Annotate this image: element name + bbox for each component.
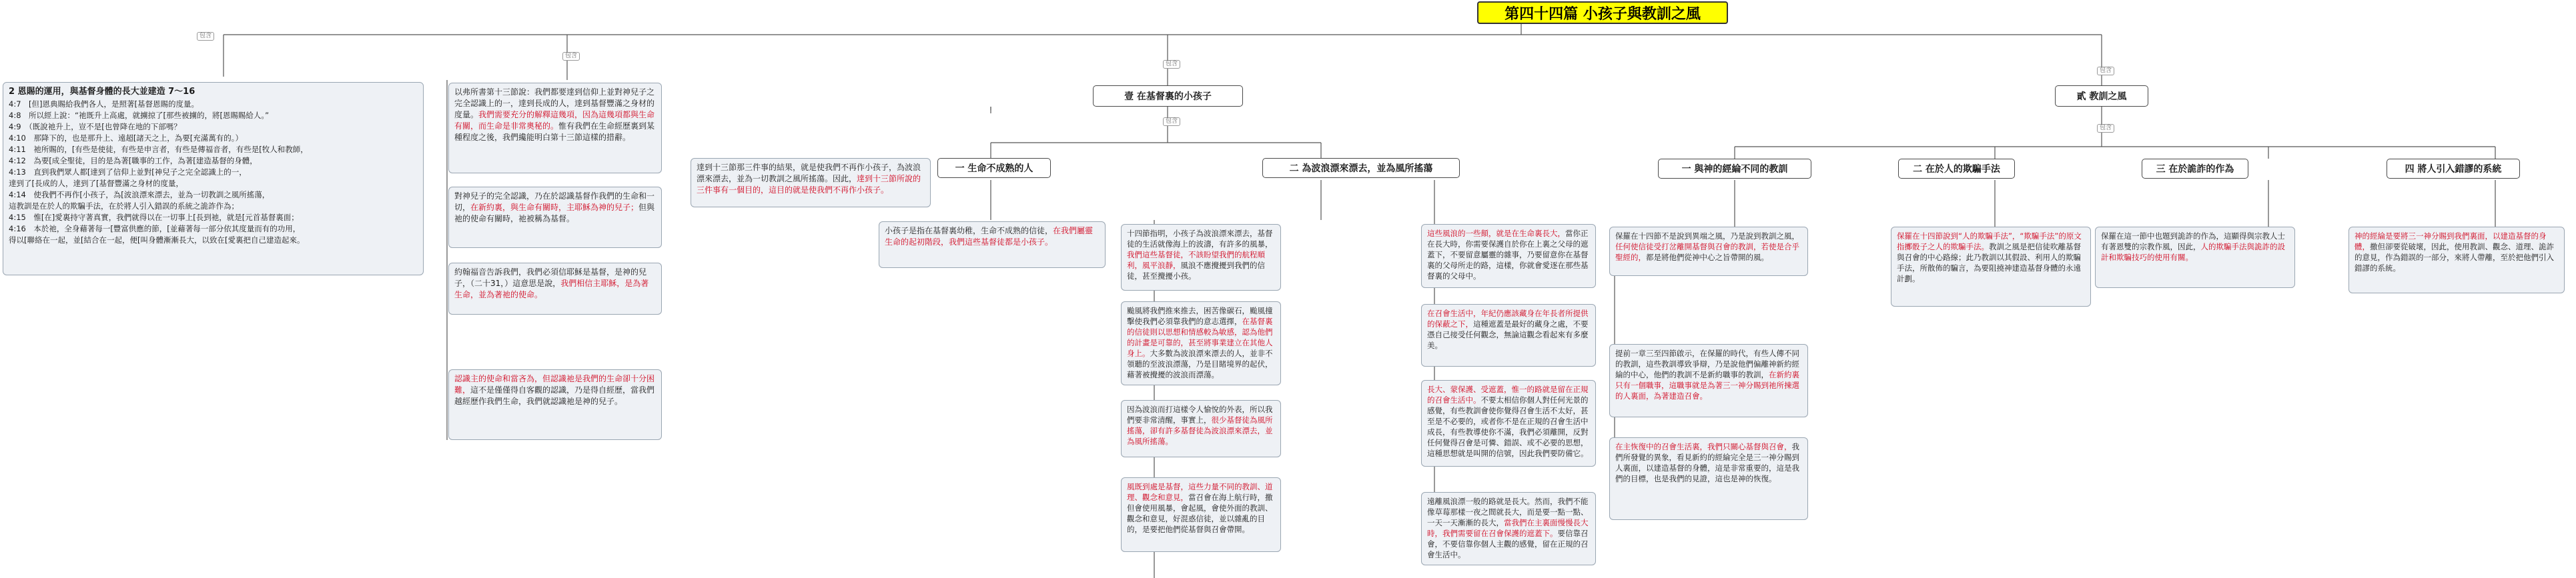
branch2-topic[interactable] xyxy=(2055,85,2148,107)
branch2-sub3-note[interactable] xyxy=(2095,227,2295,288)
verse-line: 這教訓是在於人的欺騙手法，在於將人引入錯誤的系統之詭詐作為； xyxy=(9,201,239,211)
verse-line: 4:14 使我們不再作[小孩子，為[波浪漂來漂去，並為一切教訓之風所搖蕩， xyxy=(9,190,270,199)
sub2-note[interactable] xyxy=(1121,301,1281,385)
note-highlight: 人的欺騙手法與詭詐的設計和欺騙技巧的使用有關。 xyxy=(2101,242,2285,262)
verse-line: 達到了[長成的人，達到了[基督豐滿之身材的度量， xyxy=(9,179,183,188)
note-text: 撒但卻要從破壞，因此，使用教訓、觀念、道理、詭詐的意見，作為錯誤的一部分，來將人帶離，至於把他們引入錯謬的系統。 xyxy=(2354,242,2554,273)
growth-note[interactable] xyxy=(1421,492,1596,565)
note-highlight: 認識主的使命和當吝為，但認識祂是我們的生命卻十分困難， xyxy=(454,374,655,395)
connector-label: 包含 xyxy=(562,52,580,61)
note-text: 要信靠召會，不要信靠你個人主觀的感覺，留在正規的召會生活中。 xyxy=(1427,529,1589,559)
intro-note[interactable] xyxy=(448,187,662,248)
note-text: 保羅在十四節不是說到異端之風，乃是說到教訓之風， xyxy=(1615,231,1799,241)
note-text: 風浪不應攪擾到我們的信徒，甚至攪擾小孩。 xyxy=(1127,261,1265,281)
connector-label: 包含 xyxy=(2097,124,2114,133)
connector-label: 包含 xyxy=(2097,67,2114,75)
note-highlight: 我們這些基督徒，不該盼望我們的航程順利，風平浪靜， xyxy=(1127,250,1265,270)
root-title: 第四十四篇 小孩子與教訓之風 xyxy=(1505,5,1701,23)
branch2-sub-title: 三 在於詭詐的作為 xyxy=(2156,164,2234,175)
branch2-sub2-note[interactable] xyxy=(1891,227,2091,307)
note-highlight: 當我們在主裏面慢慢長大時，我們需要留在召會保護的遮蓋下。 xyxy=(1427,518,1589,538)
intro-note[interactable] xyxy=(448,83,662,173)
note-highlight: 長大、蒙保護、受遮蓋，惟一的路就是留在正規的召會生活中。 xyxy=(1427,385,1589,405)
verse-line: 4:9 （既說祂升上，豈不是[也曾降在地的下部嗎？ xyxy=(9,122,181,131)
growth-note[interactable] xyxy=(1421,380,1596,467)
verse-line: 4:16 本於祂，全身藉著每一[豐富供應的節，[並藉著每一部分依其度量而有的功用， xyxy=(9,224,301,233)
verse-line: 得以[聯絡在一起，並[結合在一起，便[叫身體漸漸長大，以致在[愛裏把自己建造起來。 xyxy=(9,235,305,245)
note-highlight: 在我們屬靈生命的起初階段，我們這些基督徒都是小孩子。 xyxy=(885,226,1094,247)
note-text: 提前一章三至四節啟示，在保羅的時代，有些人傳不同的教訓，這些教訓導致爭辯，乃是說他們偏離神新約經綸的中心，他們的教訓不是新約職事的教訓， xyxy=(1615,349,1799,379)
note-text: 以弗所書第十三節說：我們都要達到信仰上並對神兒子之完全認識上的一，達到長成的人，達到基督豐滿之身材的度量。 xyxy=(454,87,655,119)
intro-note[interactable] xyxy=(448,263,662,315)
verse-line: 4:7 [但]恩典賜給我們各人，是照著[基督恩賜的度量。 xyxy=(9,99,199,109)
branch2-sub3[interactable] xyxy=(2142,159,2248,179)
verse-box[interactable] xyxy=(3,82,424,275)
note-text: 大多數為波浪漂來漂去的人，並非不領聽的至波浪漂蕩，乃是目睹境界的起伏，藉著被攪擾的波浪而漂蕩。 xyxy=(1127,349,1273,379)
note-text: 都是將他們從神中心之旨帶開的風。 xyxy=(1646,253,1769,262)
note-highlight: 風既到處是基督，這些力量不同的教訓、道理、觀念和意見， xyxy=(1127,482,1273,502)
note-text: 不要太相信你個人對任何光景的感覺，有些教訓會使你覺得召會生活不太好，甚至是不必要的，或者你不是在正規的召會生活中成長，有些教導使你不滿，我們必須離開，反對任何覺得召會是可憐、錯誤、或不必要的思想，這種思想就是叫開的信號，因此我們要防備它。 xyxy=(1427,395,1589,458)
branch2-sub-title: 四 將人引入錯謬的系統 xyxy=(2405,164,2502,175)
growth-note[interactable] xyxy=(1421,304,1596,367)
sub1-note[interactable] xyxy=(879,221,1106,268)
note-highlight: 保羅在十四節說到“人的欺騙手法”，“欺騙手法”的原文指擲骰子之人的欺騙手法。 xyxy=(1897,231,2082,251)
intro-note[interactable] xyxy=(448,369,662,440)
connector-label: 包含 xyxy=(1163,60,1180,69)
note-text: 但與祂的使命有關時，祂被稱為基督。 xyxy=(454,203,655,223)
connector-label: 包含 xyxy=(197,32,214,41)
note-text: 達到十三節那三件事的結果，就是使我們不再作小孩子，為波浪漂來漂去，並為一切教訓之風所搖蕩。因此， xyxy=(697,163,921,183)
note-highlight: 達到十三節所說的三件事有一個目的，這目的就是使我們不再作小孩子。 xyxy=(697,174,921,195)
verse-line: 4:11 祂所賜的，[有些是使徒，有些是申言者，有些是傳福音者，有些是[牧人和教師， xyxy=(9,145,308,154)
verse-line: 4:12 為要[成全聖徒，目的是為著[職事的工作，為著[建造基督的身體， xyxy=(9,156,258,165)
note-text: 我們所發覺的異象，看見新約的經綸完全是三一神分賜到人裏面，以建造基督的身體，這是非常重要的，這是我們的目標，也是我們的見證，這也是神的恢復。 xyxy=(1615,442,1799,483)
branch1-summary[interactable] xyxy=(691,158,931,207)
note-text: 這不是僅僅得自客觀的認識，乃是得自經歷，當我們越經歷作我們生命，我們就認識祂是神的兒子。 xyxy=(454,385,655,406)
note-text: 教訓之風是把信徒吹離基督與召會的中心路線；此乃教訓以其假設、利用人的欺騙手法，所散佈的騙言，為要阻撓神建造基督身體的永遠計劃。 xyxy=(1897,242,2081,283)
note-text: 約翰福音告訴我們，我們必須信耶穌是基督，是神的兒子，（二十31，）這意思是說， xyxy=(454,267,647,288)
note-text: 這種遮蓋是最好的藏身之處，不要憑自己接受任何觀念，無論這觀念看起來有多麼美。 xyxy=(1427,319,1589,350)
branch1-sub2[interactable] xyxy=(1262,158,1460,178)
note-highlight: 任何使信徒受打岔離開基督與召會的教訓，若使是合乎聖經的， xyxy=(1615,242,1799,262)
sub2-title: 二 為波浪漂來漂去，並為風所搖蕩 xyxy=(1289,163,1433,174)
branch2-sub1-note[interactable] xyxy=(1609,227,1808,276)
verse-line: 4:13 直到我們眾人都[達到了信仰上並對[神兒子之完全認識上的一， xyxy=(9,167,247,177)
branch2-sub1[interactable] xyxy=(1658,159,1811,179)
note-text: 當召會在海上航行時，撒但會使用風暴，會起風，會使外面的教訓、觀念和意見，好混惑信徒，並以雜亂的目的，是要把他們從基督與召會帶開。 xyxy=(1127,493,1273,534)
note-highlight: 在新約裏，與生命有關時，主耶穌為神的兒子； xyxy=(470,203,639,212)
branch2-sub-title: 一 與神的經綸不同的教訓 xyxy=(1681,164,1788,175)
note-text: 十四節指明，小孩子為波浪漂來漂去，基督徒的生活就像海上的波濤，有許多的風暴， xyxy=(1127,229,1273,249)
branch2-sub4[interactable] xyxy=(2387,159,2520,179)
sub2-note[interactable] xyxy=(1121,477,1281,552)
root-topic[interactable] xyxy=(1477,1,1728,24)
verse-line: 4:8 所以經上說：“祂既升上高處，就擄掠了[那些被擄的，將[恩賜賜給人。” xyxy=(9,111,270,120)
note-highlight: 這些風浪的一些顛，就是在生命裏長大， xyxy=(1427,229,1565,238)
sub2-note[interactable] xyxy=(1121,400,1281,457)
note-highlight: 在基督裏的信徒則以思想和情感較為敏感，認為他們的計畫是可靠的，甚至將事業建立在其他人身上。 xyxy=(1127,317,1273,358)
growth-note[interactable] xyxy=(1421,224,1596,288)
branch2-sub1-note[interactable] xyxy=(1609,437,1808,520)
branch2-sub1-note[interactable] xyxy=(1609,344,1808,417)
note-text: 當你正在長大時，你需要保護自於你在上裏之父母的遮蓋下，不要留意屬靈的雜事，乃要留意你在基督裏的父母所走的路，這樣，你就會愛逐在那些基督裏的父母中。 xyxy=(1427,229,1589,281)
connector-label: 包含 xyxy=(1163,117,1180,126)
note-highlight: 我們需要充分的解釋這幾項，因為這幾項都與生命有關，而生命是非常奧秘的。 xyxy=(454,110,655,131)
note-highlight: 在新約裏只有一個職事，這職事就是為著三一神分賜到祂所揀選的人裏面，為著建造召會。 xyxy=(1615,370,1799,401)
note-highlight: 在主恢復中的召會生活裏，我們只關心基督與召會， xyxy=(1615,442,1792,451)
note-text: 颱風將我們推來推去，困苦像碳石，颱風撞擊使我們必須靠我們的意志選擇， xyxy=(1127,306,1273,326)
note-text: 遠離風浪漂一般的路就是長大。然而，我們不能像草莓那樣一夜之間就長大，而是要一點一點、一天一天漸漸的長大， xyxy=(1427,497,1589,527)
verse-line: 4:10 那降下的，也是那升上、遠超[諸天之上，為要[充滿萬有的。） xyxy=(9,133,244,143)
branch2-sub4-note[interactable] xyxy=(2348,227,2565,293)
branch2-sub2[interactable] xyxy=(1898,159,2015,179)
note-highlight: 很少基督徒為風所搖蕩，卻有許多基督徒為波浪漂來漂去，並為風所搖蕩。 xyxy=(1127,415,1273,446)
note-text: 小孩子是指在基督裏幼稚，生命不成熟的信徒， xyxy=(885,226,1053,235)
note-text: 對神兒子的完全認識，乃在於認識基督作我們的生命和一切， xyxy=(454,191,655,212)
note-highlight: 在召會生活中，年紀仍應該藏身在年長者所提供的保蔽之下， xyxy=(1427,309,1589,329)
verse-line: 4:15 惟[在]愛裏持守著真實，我們就得以在一切事上[長到祂，就是[元首基督裏面； xyxy=(9,213,299,222)
sub1-title: 一 生命不成熟的人 xyxy=(955,163,1033,174)
note-text: 惟有我們在生命經歷裏到某種程度之後，我們纔能明白第十三節這樣的措辭。 xyxy=(454,121,655,142)
note-highlight: 神的經綸是要將三一神分賜到我們裏面，以建造基督的身體， xyxy=(2354,231,2547,251)
branch1-sub1[interactable] xyxy=(937,158,1051,178)
branch2-title: 貳 教訓之風 xyxy=(2076,91,2127,102)
note-text: 保羅在這一節中也題到詭詐的作為，這顯得與宗教人士有著恩雙的宗教作風，因此， xyxy=(2101,231,2285,251)
branch2-sub-title: 二 在於人的欺騙手法 xyxy=(1913,164,2000,175)
branch1-topic[interactable] xyxy=(1093,85,1243,107)
branch1-title: 壹 在基督裏的小孩子 xyxy=(1124,91,1212,102)
verse-box-title: 2 恩賜的運用，與基督身體的長大並建造 7～16 xyxy=(9,87,195,97)
note-highlight: 我們相信主耶穌，是為著生命，並為著祂的使命。 xyxy=(454,279,649,299)
note-text: 因為波浪而打這樣令人愉悅的外表，所以我們要非常清醒，事實上， xyxy=(1127,405,1273,425)
sub2-note[interactable] xyxy=(1121,224,1281,291)
